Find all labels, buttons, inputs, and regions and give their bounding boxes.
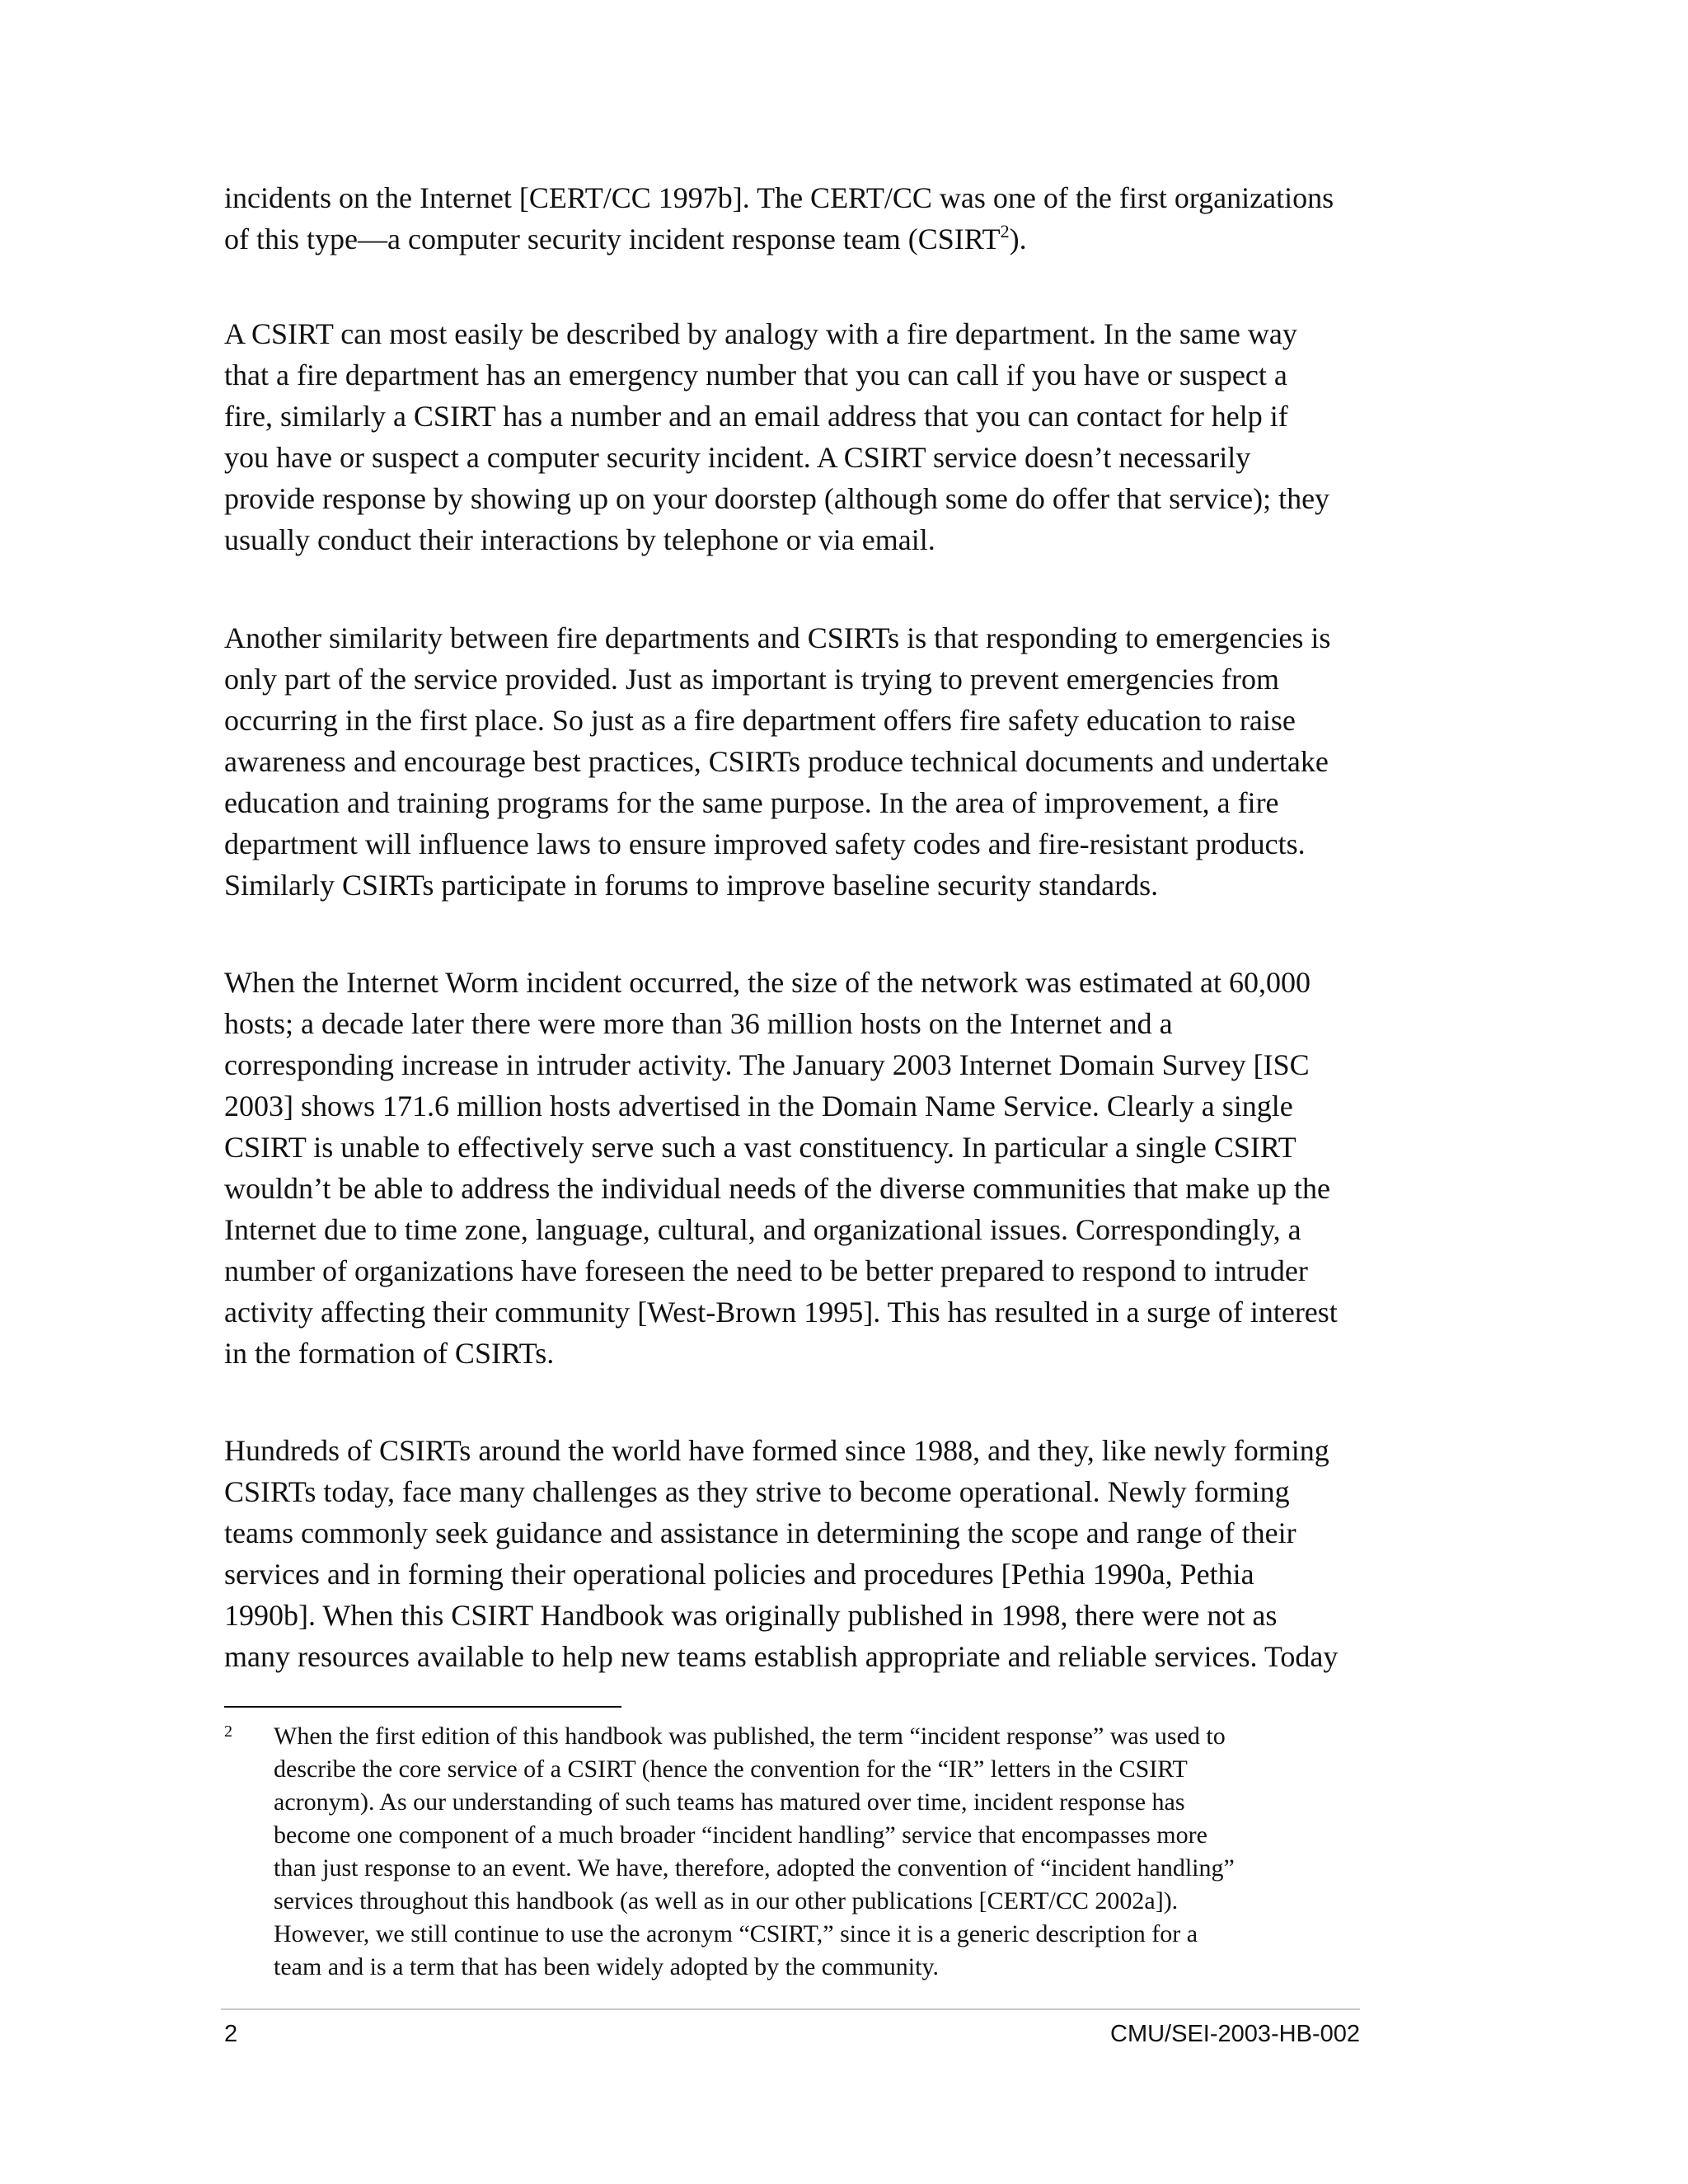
paragraph-line-text: of this type—a computer security incident response team (CSIRT [224,223,1001,255]
footnote-line: team and is a term that has been widely adopted by the community. [274,1953,939,1980]
footnote-line: However, we still continue to use the acronym “CSIRT,” since it is a generic description for a [274,1920,1198,1947]
paragraph-5 [224,1430,1385,1677]
footnote-line: When the first edition of this handbook was published, the term “incident response” was used to [274,1722,1226,1750]
paragraph-line: corresponding increase in intruder activity. The January 2003 Internet Domain Survey [ISC [224,1048,1310,1081]
paragraph-line: fire, similarly a CSIRT has a number and an email address that you can contact for help if [224,400,1288,433]
paragraph-2 [224,313,1385,560]
paragraph-line: Internet due to time zone, language, cultural, and organizational issues. Correspondingly, a [224,1213,1301,1246]
paragraph-line: that a fire department has an emergency number that you can call if you have or suspect a [224,359,1287,391]
paragraph-line: teams commonly seek guidance and assistance in determining the scope and range of their [224,1516,1296,1549]
footnote-separator [224,1706,621,1708]
paragraph-line: occurring in the first place. So just as a fire department offers fire safety education to raise [224,704,1296,737]
paragraph-line: hosts; a decade later there were more than 36 million hosts on the Internet and a [224,1007,1173,1040]
paragraph-line: When the Internet Worm incident occurred, the size of the network was estimated at 60,000 [224,966,1311,999]
paragraph-line: 2003] shows 171.6 million hosts advertised in the Domain Name Service. Clearly a single [224,1090,1293,1122]
paragraph-line: department will influence laws to ensure improved safety codes and fire-resistant products. [224,827,1306,860]
paragraph-line: Hundreds of CSIRTs around the world have formed since 1988, and they, like newly forming [224,1434,1329,1467]
paragraph-line: A CSIRT can most easily be described by analogy with a fire department. In the same way [224,317,1297,350]
footnote-body [274,1720,1235,1984]
paragraph-line: Another similarity between fire departments and CSIRTs is that responding to emergencies is [224,621,1331,654]
paragraph-line: incidents on the Internet [CERT/CC 1997b]. The CERT/CC was one of the first organizations [224,181,1334,214]
footnote-number: 2 [224,1722,232,1741]
paragraph-1 [224,177,1385,260]
paragraph-line: Similarly CSIRTs participate in forums to improve baseline security standards. [224,869,1159,902]
paragraph-line: 1990b]. When this CSIRT Handbook was originally published in 1998, there were not as [224,1599,1278,1632]
paragraph-line: usually conduct their interactions by telephone or via email. [224,523,935,556]
footer-divider [221,2008,1360,2010]
footnote-line: acronym). As our understanding of such teams has matured over time, incident response has [274,1788,1185,1816]
paragraph-line: in the formation of CSIRTs. [224,1337,555,1370]
paragraph-line: activity affecting their community [West-Brown 1995]. This has resulted in a surge of interest [224,1296,1338,1329]
page-number: 2 [224,2021,238,2047]
paragraph-line: provide response by showing up on your doorstep (although some do offer that service); they [224,482,1330,515]
paragraph-line: awareness and encourage best practices, CSIRTs produce technical documents and undertake [224,745,1329,778]
paragraph-line: CSIRT is unable to effectively serve such a vast constituency. In particular a single CSIRT [224,1131,1296,1164]
paragraph-3 [224,617,1385,906]
paragraph-line [224,218,1385,260]
footnote-line: describe the core service of a CSIRT (hence the convention for the “IR” letters in the CSIRT [274,1755,1188,1783]
footnote-line: than just response to an event. We have, therefore, adopted the convention of “incident handling” [274,1854,1235,1882]
paragraph-4 [224,962,1385,1374]
paragraph-line: wouldn’t be able to address the individual needs of the diverse communities that make up the [224,1172,1331,1205]
paragraph-line: you have or suspect a computer security incident. A CSIRT service doesn’t necessarily [224,441,1251,474]
footnote-line: services throughout this handbook (as well as in our other publications [CERT/CC 2002a]). [274,1887,1179,1915]
footnote-reference[interactable]: 2 [1000,221,1010,241]
paragraph-line: services and in forming their operational policies and procedures [Pethia 1990a, Pethia [224,1558,1254,1591]
paragraph-line: education and training programs for the same purpose. In the area of improvement, a fire [224,786,1279,819]
footnote-line: become one component of a much broader “incident handling” service that encompasses more [274,1821,1207,1849]
document-id: CMU/SEI-2003-HB-002 [1110,2021,1360,2047]
paragraph-line-text: ). [1009,223,1027,255]
paragraph-line: CSIRTs today, face many challenges as they strive to become operational. Newly forming [224,1475,1290,1508]
paragraph-line: number of organizations have foreseen the need to be better prepared to respond to intruder [224,1254,1308,1287]
paragraph-line: many resources available to help new teams establish appropriate and reliable services. Today [224,1640,1339,1673]
paragraph-line: only part of the service provided. Just as important is trying to prevent emergencies from [224,663,1280,696]
